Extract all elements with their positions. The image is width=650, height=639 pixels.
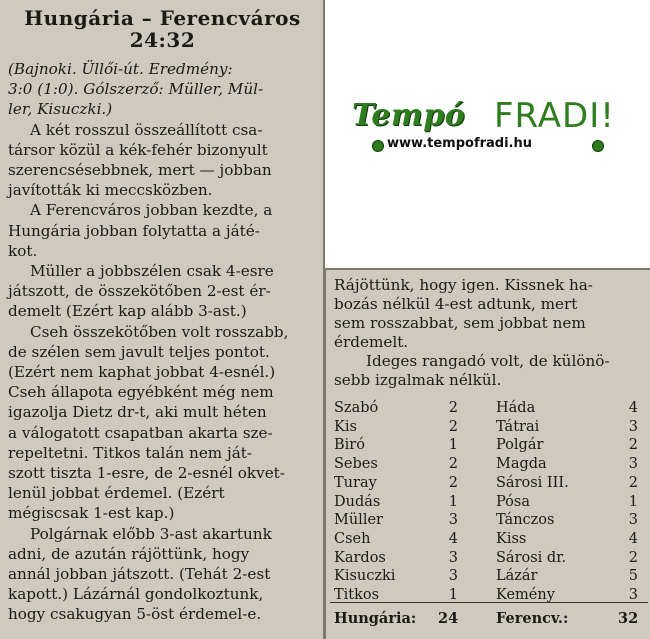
article-line: ler, Kisuczki.) <box>8 100 113 119</box>
article-line: kapott.) Lázárnál gondolkoztunk, <box>8 585 264 604</box>
article-line: sebb izgalmak nélkül. <box>334 371 502 389</box>
player-rating: 3 <box>628 418 638 435</box>
totals-divider <box>330 602 648 603</box>
player-rating: 3 <box>448 568 458 585</box>
article-line: mégiscsak 1-est kap.) <box>8 504 175 523</box>
article-line: annál jobban játszott. (Tehát 2-est <box>8 565 271 583</box>
article-line: Hungária jobban folytatta a játé- <box>8 221 260 240</box>
article-line: demelt (Ezért kap alább 3-ast.) <box>8 302 247 321</box>
article-line: A két rosszul összeállított csa- <box>30 120 263 139</box>
football-icon <box>592 140 604 152</box>
player-name: Tánczos <box>496 512 555 529</box>
article-line: hogy csakugyan 5-öst érdemel-e. <box>8 605 262 624</box>
logo-fradi-text: FRADI! <box>494 96 615 136</box>
player-name: Háda <box>496 400 536 416</box>
football-icon <box>372 140 384 152</box>
player-rating: 3 <box>628 587 638 603</box>
player-rating: 4 <box>628 530 638 547</box>
player-rating: 4 <box>628 400 638 416</box>
player-name: Kemény <box>496 587 555 603</box>
player-name: Turay <box>334 474 377 491</box>
match-title: Hungária – Ferencváros <box>24 6 301 30</box>
article-line: lenül jobbat érdemel. (Ezért <box>8 484 225 503</box>
article-line: érdemelt. <box>334 333 409 351</box>
player-rating: 3 <box>448 512 458 529</box>
player-name: Sárosi III. <box>496 474 569 491</box>
player-rating: 2 <box>448 418 458 435</box>
article-line: Cseh összekötőben volt rosszabb, <box>30 322 289 341</box>
player-rating: 5 <box>628 568 638 585</box>
article-line: szott tiszta 1-esre, de 2-esnél okvet- <box>8 464 285 482</box>
player-rating: 2 <box>448 400 458 416</box>
article-line: javították ki meccsközben. <box>8 181 213 200</box>
article-line: A Ferencváros jobban kezdte, a <box>30 201 273 220</box>
player-name: Szabó <box>334 400 379 416</box>
player-name: Biró <box>334 437 365 454</box>
player-rating: 3 <box>628 512 638 529</box>
player-name: Titkos <box>334 587 380 603</box>
match-score: 24:32 <box>129 28 196 52</box>
tempofradi-logo <box>352 96 642 168</box>
article-line: szerencsésebbnek, mert — jobban <box>8 161 272 179</box>
player-rating: 4 <box>448 530 458 547</box>
article-line: Ideges rangadó volt, de különö- <box>366 352 610 370</box>
article-line: Rájöttünk, hogy igen. Kissnek ha- <box>334 276 593 294</box>
player-name: Kis <box>334 418 357 435</box>
player-rating: 1 <box>448 437 458 454</box>
player-name: Kiss <box>496 530 527 547</box>
player-rating: 2 <box>628 549 638 566</box>
article-line: társor közül a kék-fehér bizonyult <box>8 140 268 159</box>
player-rating: 2 <box>448 474 458 491</box>
player-name: Sebes <box>334 456 378 473</box>
player-name: Kisuczki <box>334 568 396 585</box>
player-rating: 2 <box>448 456 458 473</box>
article-line: bozás nélkül 4-est adtunk, mert <box>334 295 578 313</box>
player-name: Polgár <box>496 437 544 454</box>
player-rating: 3 <box>448 549 458 566</box>
player-name: Pósa <box>496 493 530 510</box>
logo-url: www.tempofradi.hu <box>387 136 532 151</box>
article-line: játszott, de összekötőben 2-est ér- <box>8 282 271 301</box>
article-line: a válogatott csapatban akarta sze- <box>8 423 273 442</box>
total-home-label: Hungária: <box>334 610 417 627</box>
player-name: Tátrai <box>496 418 540 435</box>
player-name: Lázár <box>496 568 538 585</box>
article-line: de szélen sem javult teljes pontot. <box>8 342 270 361</box>
article-line: (Bajnoki. Üllői-út. Eredmény: <box>8 60 233 78</box>
article-line: sem rosszabbat, sem jobbat nem <box>334 314 586 332</box>
article-line: 3:0 (1:0). Gólszerző: Müller, Mül- <box>8 80 264 99</box>
total-away-value: 32 <box>618 610 639 627</box>
article-right-column <box>325 268 650 639</box>
player-name: Sárosi dr. <box>496 549 567 566</box>
article-line: Polgárnak előbb 3-ast akartunk <box>30 524 272 543</box>
article-line: igazolja Dietz dr-t, aki mult héten <box>8 403 267 422</box>
player-rating: 2 <box>628 437 638 454</box>
player-name: Magda <box>496 456 547 473</box>
article-line: adni, de azután rájöttünk, hogy <box>8 544 250 563</box>
player-name: Cseh <box>334 530 371 547</box>
player-name: Dudás <box>334 493 381 510</box>
article-line: repeltetni. Titkos talán nem ját- <box>8 443 253 462</box>
article-line: Cseh állapota egyébként még nem <box>8 383 274 402</box>
player-name: Müller <box>334 512 383 529</box>
article-line: Müller a jobbszélen csak 4-esre <box>30 262 274 280</box>
total-home-value: 24 <box>438 610 459 627</box>
total-away-label: Ferencv.: <box>496 610 569 627</box>
player-rating: 2 <box>628 474 638 491</box>
article-line: kot. <box>8 241 38 260</box>
player-name: Kardos <box>334 549 386 566</box>
logo-tempo-text: Tempó <box>352 98 466 133</box>
player-rating: 1 <box>448 587 458 603</box>
player-rating: 1 <box>628 493 638 510</box>
article-line: (Ezért nem kaphat jobbat 4-esnél.) <box>8 363 276 381</box>
player-rating: 3 <box>628 456 638 473</box>
player-rating: 1 <box>448 493 458 510</box>
